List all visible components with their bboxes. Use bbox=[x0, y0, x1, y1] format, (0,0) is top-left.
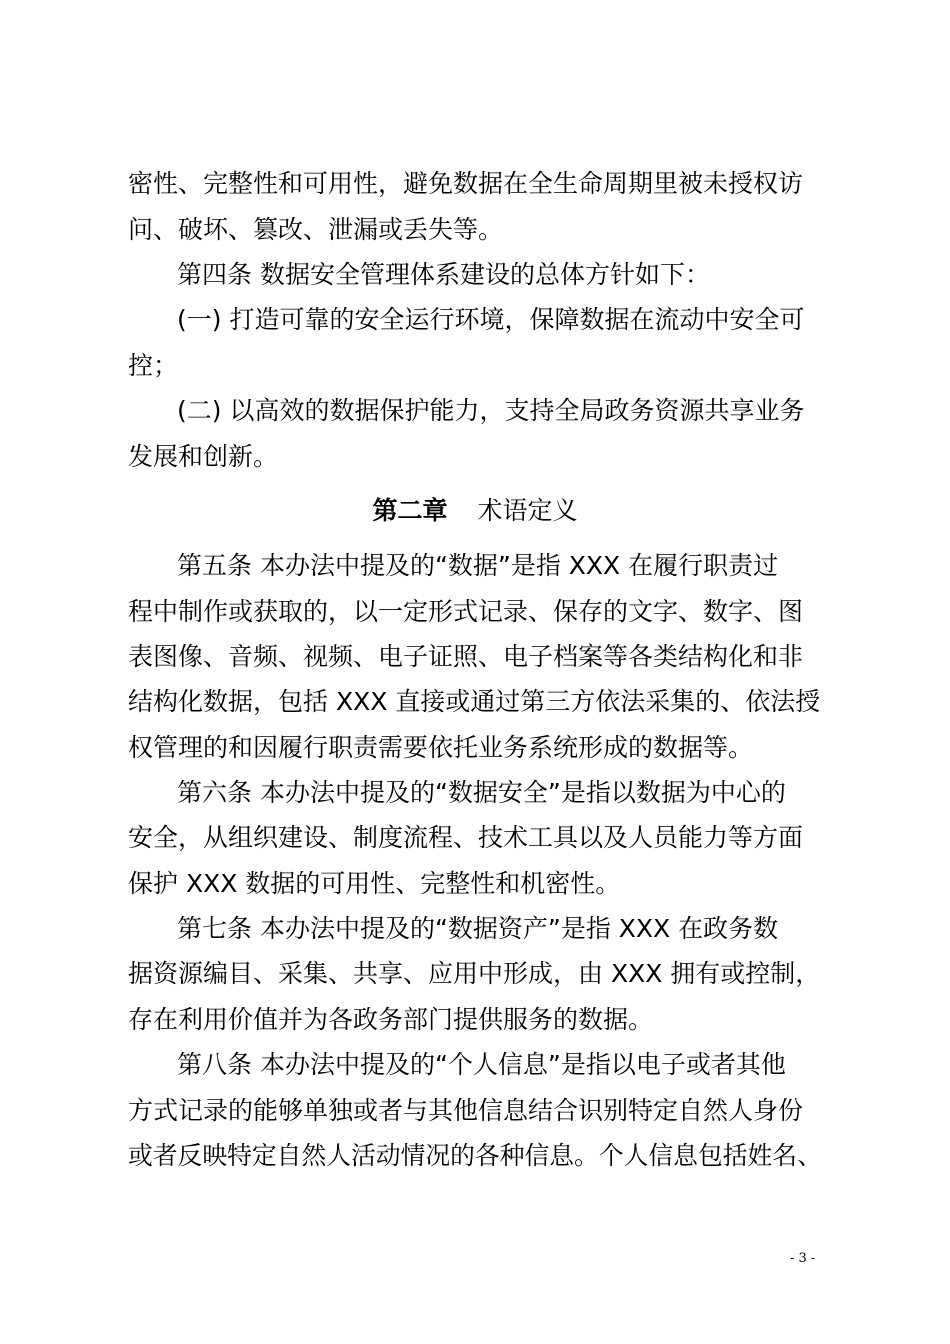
paragraph-line: 第六条 本办法中提及的“数据安全”是指以数据为中心的 bbox=[177, 778, 786, 807]
paragraph-line: 程中制作或获取的，以一定形式记录、保存的文字、数字、图 bbox=[128, 597, 804, 626]
paragraph-line: 方式记录的能够单独或者与其他信息结合识别特定自然人身份 bbox=[128, 1096, 804, 1125]
paragraph-line: 或者反映特定自然人活动情况的各种信息。个人信息包括姓名、 bbox=[128, 1141, 822, 1170]
paragraph-line: 第八条 本办法中提及的“个人信息”是指以电子或者其他 bbox=[177, 1050, 786, 1079]
chapter-heading bbox=[0, 495, 950, 527]
chapter-number: 第二章 bbox=[372, 496, 448, 525]
paragraph-line: 密性、完整性和可用性，避免数据在全生命周期里被未授权访 bbox=[128, 169, 804, 198]
paragraph-line: (一) 打造可靠的安全运行环境，保障数据在流动中安全可 bbox=[177, 305, 805, 334]
paragraph-line: 存在利用价值并为各政务部门提供服务的数据。 bbox=[128, 1005, 654, 1034]
paragraph-line: 发展和创新。 bbox=[128, 442, 279, 471]
paragraph-line: 结构化数据，包括 XXX 直接或通过第三方依法采集的、依法授 bbox=[128, 687, 821, 716]
paragraph-line: 据资源编目、采集、共享、应用中形成，由 XXX 拥有或控制， bbox=[128, 959, 821, 988]
paragraph-line: 表图像、音频、视频、电子证照、电子档案等各类结构化和非 bbox=[128, 642, 804, 671]
paragraph-line: 安全，从组织建设、制度流程、技术工具以及人员能力等方面 bbox=[128, 823, 804, 852]
paragraph-line: 保护 XXX 数据的可用性、完整性和机密性。 bbox=[128, 869, 621, 898]
paragraph-line: (二) 以高效的数据保护能力，支持全局政务资源共享业务 bbox=[177, 396, 805, 425]
chapter-title: 术语定义 bbox=[477, 496, 578, 525]
paragraph-line: 第五条 本办法中提及的“数据”是指 XXX 在履行职责过 bbox=[177, 551, 779, 580]
paragraph-line: 控； bbox=[128, 351, 179, 380]
paragraph-line: 第四条 数据安全管理体系建设的总体方针如下： bbox=[177, 260, 710, 289]
paragraph-line: 权管理的和因履行职责需要依托业务系统形成的数据等。 bbox=[128, 733, 754, 762]
page-number: - 3 - bbox=[790, 1251, 816, 1266]
paragraph-line: 问、破坏、篡改、泄漏或丢失等。 bbox=[128, 215, 504, 244]
paragraph-line: 第七条 本办法中提及的“数据资产”是指 XXX 在政务数 bbox=[177, 914, 779, 943]
